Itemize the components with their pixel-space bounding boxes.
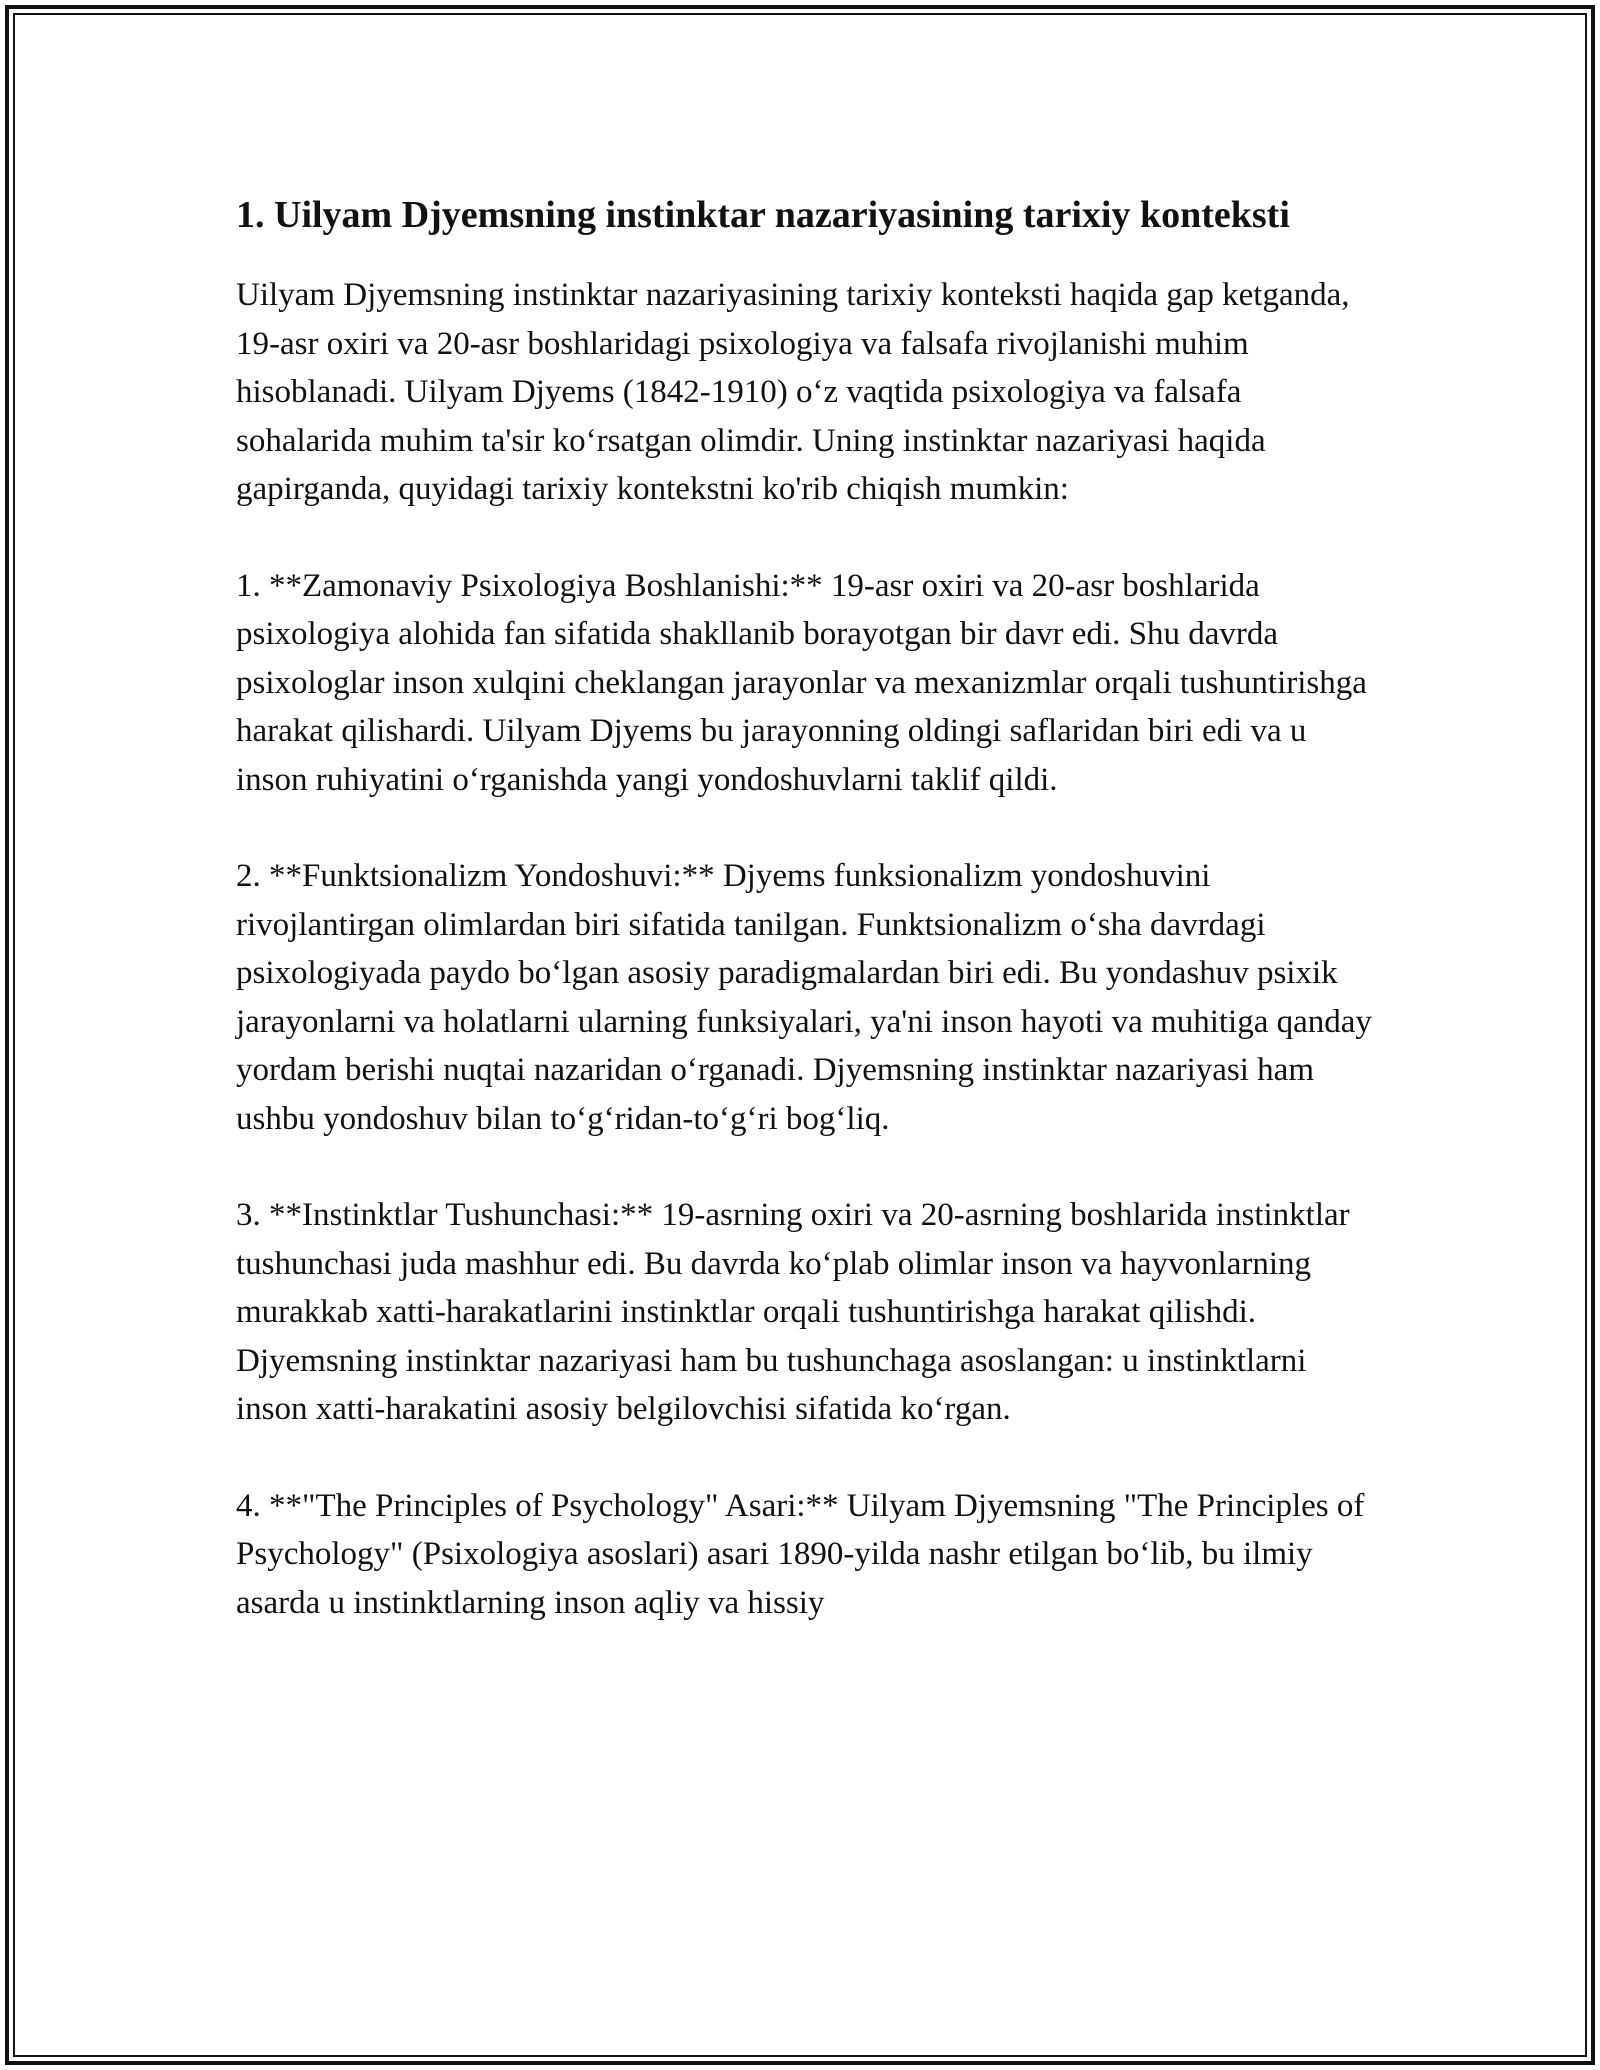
section-heading: 1. Uilyam Djyemsning instinktar nazariyasining tarixiy konteksti — [236, 194, 1290, 236]
document-body — [236, 188, 1376, 1675]
list-item-paragraph: 1. **Zamonaviy Psixologiya Boshlanishi:** 19-asr oxiri va 20-asr boshlarida psixologiya alohida fan sifatida shakllanib borayotgan bir davr edi. Shu davrda psixologlar inson xulqini cheklangan jarayonlar va mexanizmlar orqali tushuntirishga harakat qilishardi. Uilyam Djyems bu jarayonning oldingi saflaridan biri edi va u inson ruhiyatini o‘rganishda yangi yondoshuvlarni taklif qildi. — [236, 567, 1367, 798]
list-item-paragraph: 3. **Instinktlar Tushunchasi:** 19-asrning oxiri va 20-asrning boshlarida instinktlar tushunchasi juda mashhur edi. Bu davrda ko‘plab olimlar inson va hayvonlarning murakkab xatti-harakatlarini instinktlar orqali tushuntirishga harakat qilishdi. Djyemsning instinktar nazariyasi ham bu tushunchaga asoslangan: u instinktlarni inson xatti-harakatini asosiy belgilovchisi sifatida ko‘rgan. — [236, 1197, 1350, 1427]
intro-paragraph: Uilyam Djyemsning instinktar nazariyasining tarixiy konteksti haqida gap ketganda, 19-asr oxiri va 20-asr boshlaridagi psixologiya va falsafa rivojlanishi muhim hisoblanadi. Uilyam Djyems (1842-1910) o‘z vaqtida psixologiya va falsafa sohalarida muhim ta'sir ko‘rsatgan olimdir. Uning instinktar nazariyasi haqida gapirganda, quyidagi tarixiy kontekstni ko'rib chiqish mumkin: — [236, 277, 1350, 507]
list-item-paragraph: 2. **Funktsionalizm Yondoshuvi:** Djyems funksionalizm yondoshuvini rivojlantirgan olimlardan biri sifatida tanilgan. Funktsionalizm o‘sha davrdagi psixologiyada paydo bo‘lgan asosiy paradigmalardan biri edi. Bu yondashuv psixik jarayonlarni va holatlarni ularning funksiyalari, ya'ni inson hayoti va muhitiga qanday yordam berishi nuqtai nazaridan o‘rganadi. Djyemsning instinktar nazariyasi ham ushbu yondoshuv bilan to‘g‘ridan-to‘g‘ri bog‘liq. — [236, 858, 1372, 1137]
list-item-paragraph: 4. **"The Principles of Psychology" Asari:** Uilyam Djyemsning "The Principles of Psychology" (Psixologiya asoslari) asari 1890-yilda nashr etilgan bo‘lib, bu ilmiy asarda u instinktlarning inson aqliy va hissiy — [236, 1487, 1365, 1621]
